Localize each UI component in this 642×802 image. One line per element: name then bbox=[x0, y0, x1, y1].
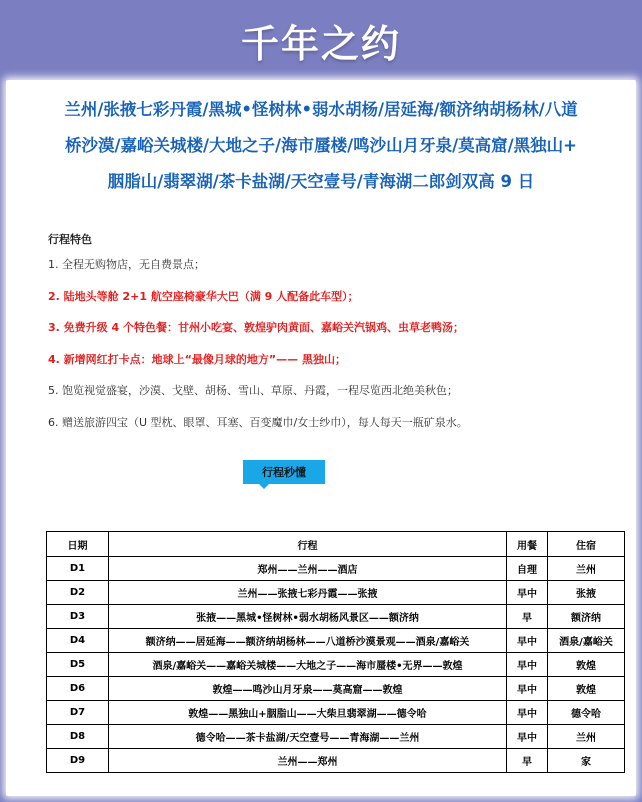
feature-item: 6. 赠送旅游四宝（U 型枕、眼罩、耳塞、百变魔巾/女士纱巾），每人每天一瓶矿泉水。 bbox=[48, 415, 468, 429]
cell-lodging: 额济纳 bbox=[548, 605, 625, 629]
cell-route: 郑州——兰州——酒店 bbox=[109, 557, 507, 581]
header-meals: 用餐 bbox=[507, 532, 548, 557]
cell-route: 敦煌——鸣沙山月牙泉——莫高窟——敦煌 bbox=[109, 677, 507, 701]
table-row bbox=[47, 629, 625, 653]
table-header-row bbox=[47, 532, 625, 557]
cell-day: D5 bbox=[47, 653, 109, 677]
title-banner bbox=[0, 0, 642, 80]
cell-lodging: 张掖 bbox=[548, 581, 625, 605]
cell-lodging: 德令哈 bbox=[548, 701, 625, 725]
cell-lodging: 敦煌 bbox=[548, 653, 625, 677]
cell-day: D1 bbox=[47, 557, 109, 581]
summary-button-wrap bbox=[243, 460, 325, 484]
cell-meals: 早中 bbox=[507, 677, 548, 701]
itinerary-sheet bbox=[6, 80, 636, 796]
feature-item: 2. 陆地头等舱 2+1 航空座椅豪华大巴（满 9 人配备此车型）； bbox=[48, 289, 359, 303]
cell-meals: 早 bbox=[507, 749, 548, 773]
cell-lodging: 兰州 bbox=[548, 725, 625, 749]
cell-meals: 早中 bbox=[507, 701, 548, 725]
table-row bbox=[47, 557, 625, 581]
cell-route: 额济纳——居延海——额济纳胡杨林——八道桥沙漠景观——酒泉/嘉峪关 bbox=[109, 629, 507, 653]
table-row bbox=[47, 677, 625, 701]
cell-day: D6 bbox=[47, 677, 109, 701]
cell-route: 兰州——张掖七彩丹霞——张掖 bbox=[109, 581, 507, 605]
table-row bbox=[47, 701, 625, 725]
cell-day: D4 bbox=[47, 629, 109, 653]
header-itinerary: 行程 bbox=[109, 532, 507, 557]
cell-route: 德令哈——茶卡盐湖/天空壹号——青海湖——兰州 bbox=[109, 725, 507, 749]
itinerary-table bbox=[46, 531, 625, 773]
banner-title: 千年之约 bbox=[240, 21, 401, 66]
cell-meals: 早中 bbox=[507, 653, 548, 677]
header-lodging: 住宿 bbox=[548, 532, 625, 557]
table-row bbox=[47, 653, 625, 677]
features-list bbox=[48, 258, 628, 447]
cell-meals: 早中 bbox=[507, 581, 548, 605]
table-row bbox=[47, 605, 625, 629]
table-row bbox=[47, 749, 625, 773]
feature-item: 5. 饱览视觉盛宴，沙漠、戈壁、胡杨、雪山、草原、丹霞，一程尽览西北绝美秋色； bbox=[48, 384, 458, 397]
cell-meals: 早中 bbox=[507, 629, 548, 653]
features-title: 行程特色 bbox=[48, 233, 92, 246]
header-date: 日期 bbox=[47, 532, 109, 557]
table-row bbox=[47, 581, 625, 605]
cell-day: D9 bbox=[47, 749, 109, 773]
speech-tail-icon bbox=[257, 482, 271, 489]
cell-lodging: 家 bbox=[548, 749, 625, 773]
table-row bbox=[47, 725, 625, 749]
cell-route: 敦煌——黑独山+胭脂山——大柴旦翡翠湖——德令哈 bbox=[109, 701, 507, 725]
itinerary-summary-button[interactable]: 行程秒懂 bbox=[243, 460, 325, 484]
cell-route: 张掖——黑城•怪树林•弱水胡杨风景区——额济纳 bbox=[109, 605, 507, 629]
route-line: 兰州/张掖七彩丹霞/黑城•怪树林•弱水胡杨/居延海/额济纳胡杨林/八道 bbox=[64, 100, 578, 119]
feature-item: 3. 免费升级 4 个特色餐：甘州小吃宴、敦煌驴肉黄面、嘉峪关汽锅鸡、虫草老鸭汤； bbox=[48, 321, 464, 334]
cell-day: D2 bbox=[47, 581, 109, 605]
cell-lodging: 敦煌 bbox=[548, 677, 625, 701]
cell-meals: 早中 bbox=[507, 725, 548, 749]
cell-day: D3 bbox=[47, 605, 109, 629]
cell-lodging: 兰州 bbox=[548, 557, 625, 581]
cell-route: 酒泉/嘉峪关——嘉峪关城楼——大地之子——海市蜃楼•无界——敦煌 bbox=[109, 653, 507, 677]
cell-route: 兰州——郑州 bbox=[109, 749, 507, 773]
cell-meals: 自理 bbox=[507, 557, 548, 581]
cell-lodging: 酒泉/嘉峪关 bbox=[548, 629, 625, 653]
cell-meals: 早 bbox=[507, 605, 548, 629]
cell-day: D7 bbox=[47, 701, 109, 725]
feature-item: 4. 新增网红打卡点：地球上“最像月球的地方”—— 黑独山； bbox=[48, 352, 346, 366]
cell-day: D8 bbox=[47, 725, 109, 749]
feature-item: 1. 全程无购物店，无自费景点； bbox=[48, 258, 205, 271]
route-line: 桥沙漠/嘉峪关城楼/大地之子/海市蜃楼/鸣沙山月牙泉/莫高窟/黑独山+ bbox=[65, 136, 577, 155]
route-heading bbox=[16, 92, 626, 200]
route-line: 胭脂山/翡翠湖/茶卡盐湖/天空壹号/青海湖二郎剑双高 9 日 bbox=[107, 172, 535, 191]
